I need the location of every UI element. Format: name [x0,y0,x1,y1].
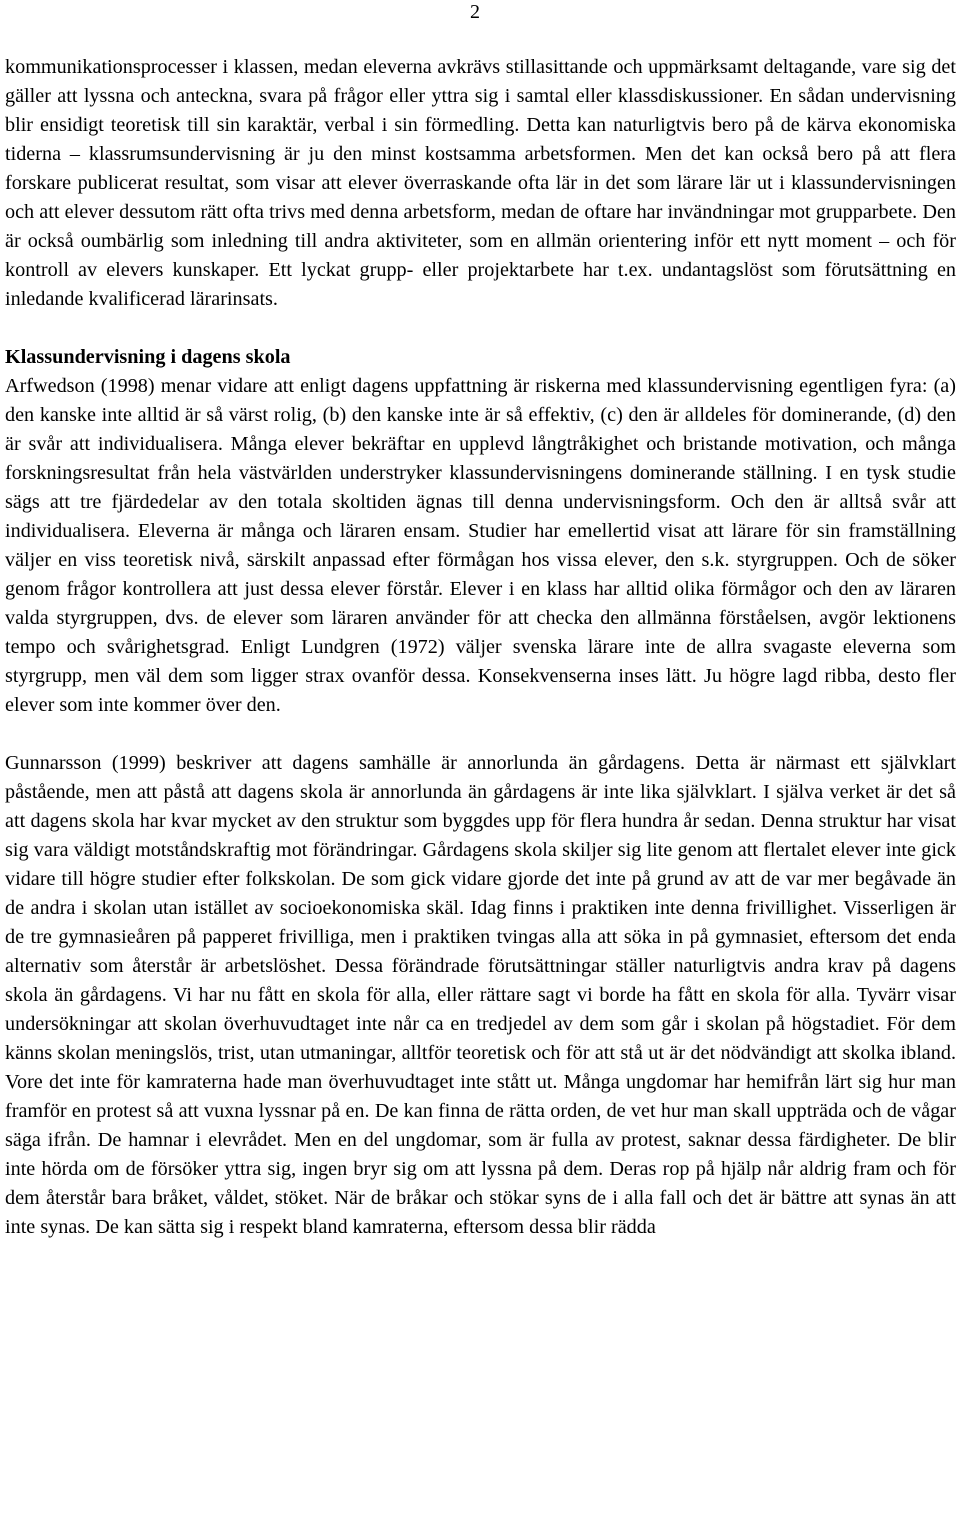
paragraph-gap [5,314,956,343]
page-number: 2 [470,1,480,23]
paragraph-3: Gunnarsson (1999) beskriver att dagens samhälle är annorlunda än gårdagens. Detta är närmast ett självklart påstående, men att påstå att dagens skola är annorlunda än gårdagens är inte lika självklart. I själva verket är det så att dagens skola har kvar mycket av den struktur som byggdes upp för flera hundra år sedan. Denna struktur har visat sig vara väldigt motståndskraftig mot förändringar. Gårdagens skola skiljer sig lite genom att flertalet elever inte gick vidare till högre studier efter folkskolan. De som gick vidare gjorde det inte på grund av att de var mer begåvade än de andra i skolan utan istället av socioekonomiska skäl. Idag finns i praktiken inte denna frivillighet. Visserligen är de tre gymnasieåren på papperet frivilliga, men i praktiken tvingas alla att söka in på gymnasiet, eftersom det enda alternativ som återstår är arbetslöshet. Dessa förändrade förutsättningar ställer naturligtvis andra krav på dagens skola än gårdagens. Vi har nu fått en skola för alla, eller rättare sagt vi borde ha fått en skola för alla. Tyvärr visar undersökningar att skolan överhuvudtaget inte når ca en tredjedel av dem som går i skolan på högstadiet. För dem känns skolan meningslös, trist, utan utmaningar, alltför teoretisk och för att stå ut är det nödvändigt att skolka ibland. Vore det inte för kamraterna hade man överhuvudtaget inte stått ut. Många ungdomar har hemifrån lärt sig hur man framför en protest så att vuxna lyssnar på en. De kan finna de rätta orden, de vet hur man skall uppträda och de vågar säga ifrån. De hamnar i elevrådet. Men en del ungdomar, som är fulla av protest, saknar dessa färdigheter. De blir inte hörda om de försöker yttra sig, ingen bryr sig om att lyssna på dem. Deras rop på hjälp når aldrig fram och för dem återstår bara bråket, våldet, stöket. När de bråkar och stökar syns de i alla fall och det är bättre att synas än att inte synas. De kan sätta sig i respekt bland kamraterna, eftersom dessa blir rädda [5,752,956,1238]
paragraph-gap [5,720,956,749]
paragraph-1: kommunikationsprocesser i klassen, medan eleverna avkrävs stillasittande och uppmärksamt deltagande, vare sig det gäller att lyssna och anteckna, svara på frågor eller yttra sig i samtal eller klassdiskussioner. En sådan undervisning blir ensidigt teoretisk till sin karaktär, verbal i sin förmedling. Detta kan naturligtvis bero på de kärva ekonomiska tiderna – klassrumsundervisning är ju den minst kostsamma arbetsformen. Men det kan också bero på att flera forskare publicerat resultat, som visar att elever överraskande ofta lär in det som lärare lär ut i klassundervisningen och att elever dessutom rätt ofta trivs med denna arbetsform, medan de oftare har invändningar mot grupparbete. Den är också oumbärlig som inledning till andra aktiviteter, som en allmän orientering inför ett nytt moment – och för kontroll av elevers kunskaper. Ett lyckat grupp- eller projektarbete har t.ex. undantagslöst som förutsättning en inledande kvalificerad lärarinsats. [5,56,956,310]
document-body [5,53,956,1242]
paragraph-2: Arfwedson (1998) menar vidare att enligt dagens uppfattning är riskerna med klassundervisning egentligen fyra: (a) den kanske inte alltid är så värst rolig, (b) den kanske inte är så effektiv, (c) den är alldeles för dominerande, (d) den är svår att individualisera. Många elever bekräftar en upplevd långtråkighet och bristande motivation, och många forskningsresultat från hela västvärlden understryker klassundervisningens dominerande ställning. I en tysk studie sägs att tre fjärdedelar av den totala skoltiden ägnas till denna undervisningsform. Och den är alltså svår att individualisera. Eleverna är många och läraren ensam. Studier har emellertid visat att lärare för sin framställning väljer en viss teoretisk nivå, särskilt anpassad efter förmågan hos vissa elever, den s.k. styrgruppen. Och de söker genom frågor kontrollera att just dessa elever förstår. Elever i en klass har alltid olika förmågor och den av läraren valda styrgruppen, dvs. de elever som läraren använder för att checka den allmänna förståelsen, avgör lektionens tempo och svårighetsgrad. Enligt Lundgren (1972) väljer svenska lärare inte de allra svagaste eleverna som styrgrupp, men väl dem som ligger strax ovanför dessa. Konsekvenserna inses lätt. Ju högre lagd ribba, desto fler elever som inte kommer över den. [5,375,956,716]
section-heading: Klassundervisning i dagens skola [5,346,291,368]
